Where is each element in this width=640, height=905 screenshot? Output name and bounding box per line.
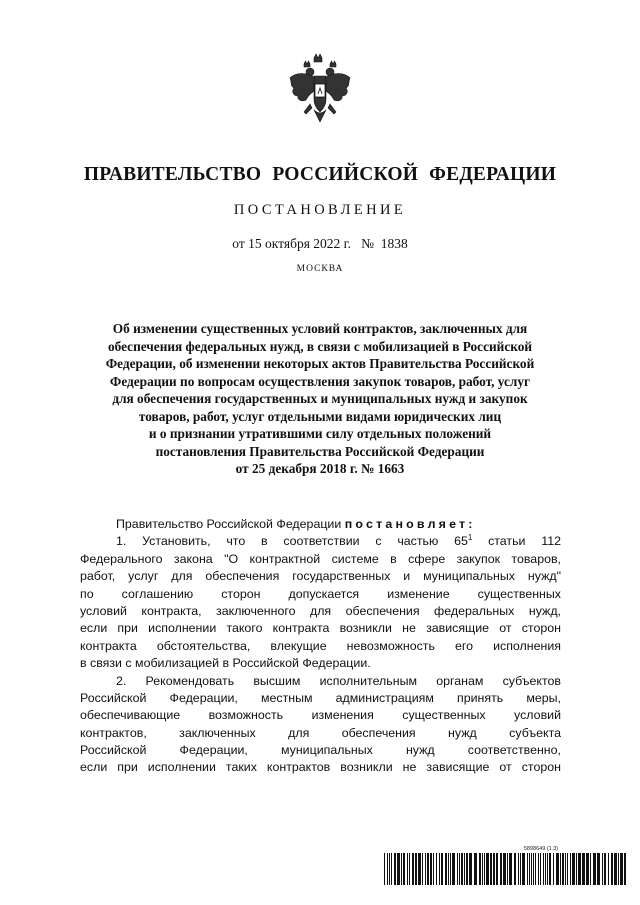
barcode-bar: [484, 853, 485, 885]
title-line: Об изменении существенных условий контрактов, заключенных для: [112, 321, 528, 336]
barcode-bar: [427, 853, 429, 885]
barcode-bar: [415, 853, 417, 885]
title-line: товаров, работ, услуг отдельными видами юридических лиц: [138, 408, 502, 424]
barcode-bar: [547, 853, 548, 885]
paragraph-2-line: контрактов, заключенных для обеспечения нужд субъекта: [80, 725, 561, 740]
barcode-bar: [540, 853, 541, 885]
barcode-bar: [576, 853, 577, 885]
barcode-bar: [522, 853, 525, 885]
paragraph-1-line: работ, услуг для обеспечения государственных и муниципальных нужд": [80, 569, 561, 584]
barcode-bar: [514, 853, 516, 885]
barcode-bar: [401, 853, 402, 885]
decree-body: [80, 516, 561, 777]
paragraph-1-line: Федерального закона "О контрактной системе в сфере закупок товаров,: [80, 551, 561, 566]
decree-title: [70, 320, 570, 478]
barcode-bar: [567, 853, 568, 885]
paragraph-1-line: условий контракта, заключенного для обеспечения федеральных нужд,: [80, 603, 561, 618]
barcode-bar: [409, 853, 410, 885]
barcode-bar: [448, 853, 449, 885]
barcode-bar: [562, 853, 564, 885]
barcode-bar: [503, 853, 506, 885]
paragraph-2-line: если при исполнении таких контрактов возникли не зависящие от сторон: [80, 760, 561, 775]
barcode-bar: [450, 853, 451, 885]
coat-of-arms-emblem: [280, 52, 360, 132]
barcode-bar: [459, 853, 460, 885]
title-line: постановления Правительства Российской Федерации: [155, 443, 485, 459]
barcode-bar: [482, 853, 483, 885]
barcode-bar: [604, 853, 606, 885]
barcode-bar: [597, 853, 600, 885]
barcode-bar: [425, 853, 426, 885]
government-name: ПРАВИТЕЛЬСТВО РОССИЙСКОЙ ФЕДЕРАЦИИ: [83, 164, 557, 185]
paragraph-2-line: Российской Федерации, муниципальных нужд соответственно,: [80, 743, 561, 758]
paragraph-2-line: 2. Рекомендовать высшим исполнительным органам субъектов: [116, 673, 561, 688]
barcode-bar: [520, 853, 521, 885]
barcode-bar: [493, 853, 495, 885]
paragraph-1-line: если при исполнении такого контракта возникли не зависящие от сторон: [80, 621, 561, 636]
barcode-bar: [486, 853, 489, 885]
decree-number: 1838: [380, 236, 408, 251]
paragraph-1-line: [80, 533, 561, 550]
barcode-bar: [474, 853, 477, 885]
barcode-bar: [533, 853, 534, 885]
barcode-bar: [479, 853, 481, 885]
barcode-bar: [545, 853, 546, 885]
barcode-bar: [412, 853, 414, 885]
barcode-bar: [608, 853, 609, 885]
paragraph-2-line: обеспечивающие возможность изменения существенных условий: [80, 708, 561, 723]
barcode-bar: [549, 853, 551, 885]
barcode-bar: [422, 853, 423, 885]
barcode-bar: [556, 853, 559, 885]
barcode-bar: [620, 853, 623, 885]
date-line: [0, 236, 640, 252]
barcode-bar: [572, 853, 575, 885]
barcode-bar: [565, 853, 566, 885]
barcode-bar: [496, 853, 498, 885]
barcode-bar: [602, 853, 603, 885]
p1-text: 1. Установить, что в соответствии с частью 65: [116, 534, 468, 549]
barcode-bar: [518, 853, 519, 885]
title-line: Федерации по вопросам осуществления закупок товаров, работ, услуг: [109, 373, 531, 389]
barcode-bar: [507, 853, 508, 885]
barcode-bar: [457, 853, 458, 885]
barcode-bar: [611, 853, 613, 885]
barcode-bar: [439, 853, 440, 885]
decree-date: от 15 октября 2022 г.: [232, 236, 352, 251]
title-line: и о признании утратившими силу отдельных положений: [148, 426, 492, 441]
city: МОСКВА: [296, 264, 344, 274]
barcode-block: [384, 846, 628, 885]
barcode-bar: [466, 853, 468, 885]
barcode-bar: [578, 853, 581, 885]
paragraph-2-line: Российской Федерации, местным администрациям принять меры,: [80, 690, 561, 705]
p1-text: статьи 112: [472, 534, 561, 549]
barcode-bar: [527, 853, 528, 885]
barcode-bar: [593, 853, 596, 885]
intro-verb: постановляет:: [344, 517, 476, 531]
title-line: от 25 декабря 2018 г. № 1663: [235, 461, 405, 476]
barcode-bar: [553, 853, 554, 885]
barcode-bar: [570, 853, 571, 885]
barcode-bar: [509, 853, 512, 885]
barcode-image: [384, 853, 628, 885]
barcode-bar: [464, 853, 465, 885]
barcode-bar: [582, 853, 585, 885]
barcode-bar: [445, 853, 447, 885]
barcode-bar: [538, 853, 539, 885]
barcode-number: 5898649 (1.3): [523, 846, 559, 852]
barcode-bar: [452, 853, 455, 885]
barcode-bar: [389, 853, 390, 885]
title-line: обеспечения федеральных нужд, в связи с мобилизацией в Российской: [107, 338, 533, 354]
barcode-bar: [441, 853, 443, 885]
barcode-bar: [430, 853, 432, 885]
intro-text: Правительство Российской Федерации: [116, 517, 345, 531]
paragraph-1-line: по соглашению сторон допускается изменение существенных: [80, 586, 561, 601]
barcode-bar: [418, 853, 421, 885]
barcode-bar: [618, 853, 619, 885]
barcode-bar: [531, 853, 532, 885]
barcode-bar: [614, 853, 617, 885]
paragraph-1-line: в связи с мобилизацией в Российской Федерации.: [80, 656, 371, 671]
barcode-bar: [461, 853, 463, 885]
barcode-bar: [535, 853, 536, 885]
document-type: ПОСТАНОВЛЕНИЕ: [233, 202, 407, 218]
barcode-bar: [500, 853, 502, 885]
barcode-bar: [433, 853, 434, 885]
barcode-bar: [543, 853, 544, 885]
barcode-bar: [586, 853, 589, 885]
paragraph-1-line: контракта обстоятельства, влекущие невозможность его исполнения: [80, 638, 561, 653]
barcode-bar: [490, 853, 492, 885]
barcode-bar: [403, 853, 405, 885]
title-line: для обеспечения государственных и муниципальных нужд и закупок: [112, 391, 528, 406]
barcode-bar: [624, 853, 626, 885]
barcode-bar: [469, 853, 472, 885]
barcode-bar: [387, 853, 388, 885]
barcode-bar: [391, 853, 392, 885]
footnote-superscript: 1: [467, 533, 473, 543]
barcode-bar: [436, 853, 437, 885]
barcode-bar: [560, 853, 561, 885]
barcode-bar: [590, 853, 591, 885]
barcode-bar: [529, 853, 530, 885]
barcode-bar: [384, 853, 385, 885]
barcode-bar: [397, 853, 400, 885]
barcode-bar: [407, 853, 408, 885]
title-line: Федерации, об изменении некоторых актов Правительства Российской: [105, 356, 535, 371]
intro-line: [80, 516, 561, 533]
barcode-bar: [394, 853, 396, 885]
number-sign: №: [361, 236, 374, 251]
